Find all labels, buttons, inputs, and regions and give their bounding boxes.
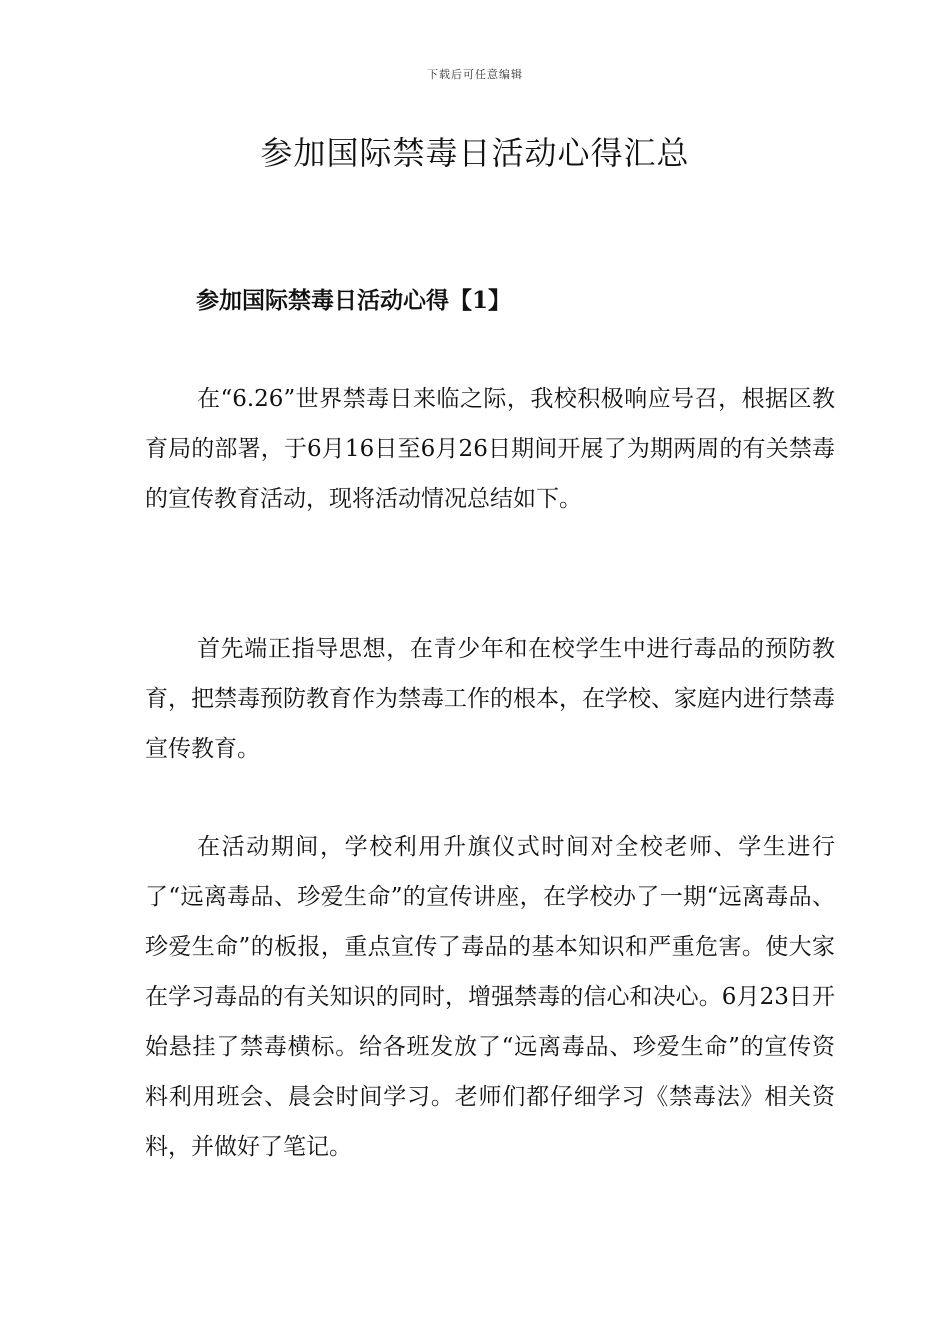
header-note: 下载后可任意编辑 — [427, 68, 523, 81]
document-title: 参加国际禁毒日活动心得汇总 — [260, 134, 690, 172]
paragraph-intro: 在“6.26”世界禁毒日来临之际，我校积极响应号召，根据区教育局的部署，于6月16日至6月26日期间开展了为期两周的有关禁毒的宣传教育活动，现将活动情况总结如下。 — [145, 386, 835, 512]
section-heading: 参加国际禁毒日活动心得【1】 — [196, 287, 512, 314]
paragraph-guiding-thought: 首先端正指导思想，在青少年和在校学生中进行毒品的预防教育，把禁毒预防教育作为禁毒工作的根本，在学校、家庭内进行禁毒宣传教育。 — [145, 636, 835, 762]
paragraph-activities: 在活动期间，学校利用升旗仪式时间对全校老师、学生进行了“远离毒品、珍爱生命”的宣传讲座，在学校办了一期“远离毒品、珍爱生命”的板报，重点宣传了毒品的基本知识和严重危害。使大家在学习毒品的有关知识的同时，增强禁毒的信心和决心。6月23日开始悬挂了禁毒横标。给各班发放了“远离毒品、珍爱生命”的宣传资料利用班会、晨会时间学习。老师们都仔细学习《禁毒法》相关资料，并做好了笔记。 — [145, 834, 835, 1160]
